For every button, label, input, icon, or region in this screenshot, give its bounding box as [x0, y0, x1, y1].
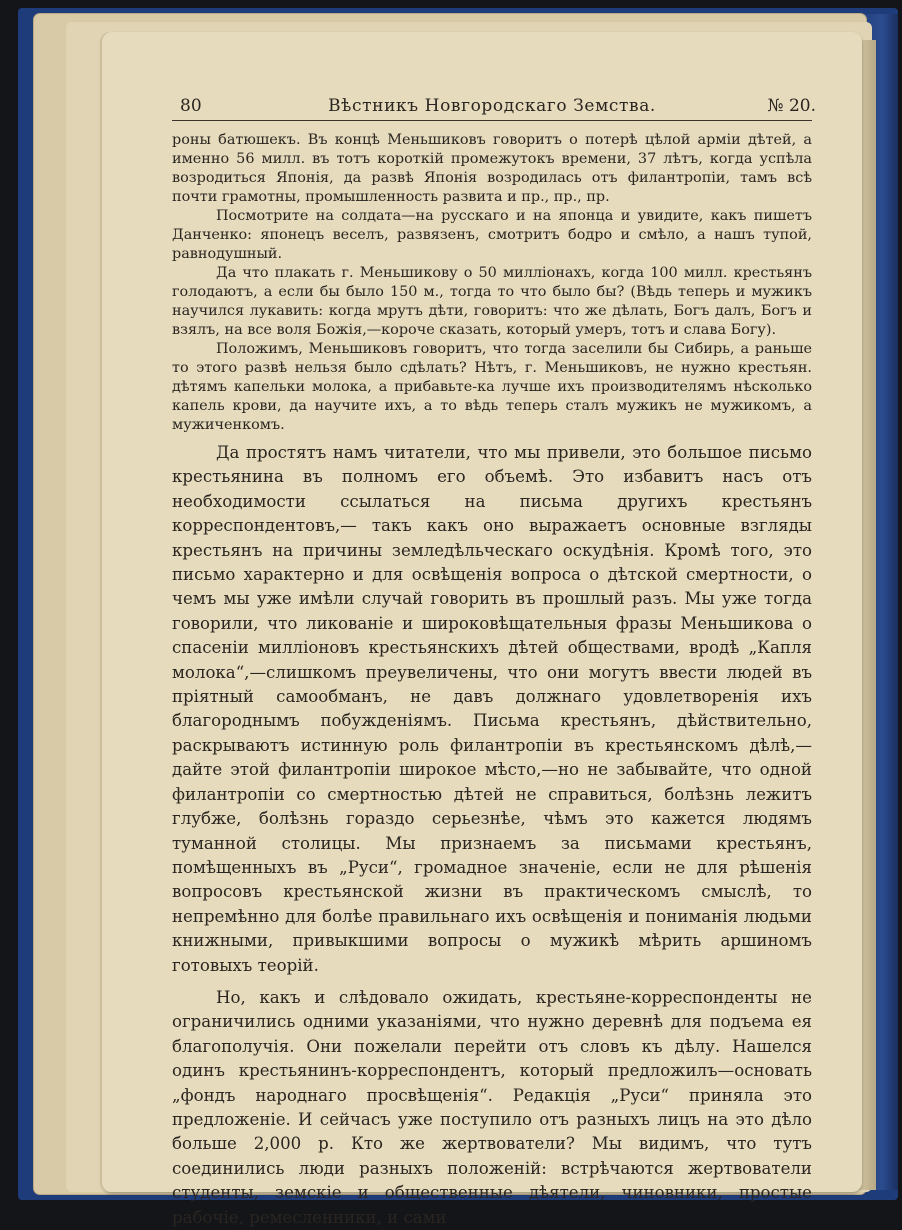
running-header — [172, 90, 816, 121]
main-text — [172, 441, 812, 1230]
quote-paragraph: Посмотрите на солдата—на русскаго и на японца и увидите, какъ пишетъ Данченко: японецъ веселъ, развязенъ, смотритъ бодро и смѣло, а нашъ тупой, равнодушный. — [172, 208, 812, 262]
quote-paragraph: Положимъ, Меньшиковъ говоритъ, что тогда заселили бы Сибирь, а раньше то этого развѣ нельзя было сдѣлать? Нѣтъ, г. Меньшиковъ, не нужно крестьян. дѣтямъ капельки молока, а прибавьте-ка лучше ихъ производителямъ нѣсколько капель крови, да научите ихъ, а то вѣдь теперь сталъ мужикъ не мужикомъ, а мужиченкомъ. — [172, 341, 812, 433]
body-paragraph: Но, какъ и слѣдовало ожидать, крестьяне-корреспонденты не ограничились одними указаніями, что нужно деревнѣ для подъема ея благополучія. Они пожелали перейти отъ словъ къ дѣлу. Нашелся одинъ крестьянинъ-корреспондентъ, который предложилъ—основать „фондъ народнаго просвѣщенія“. Редакція „Руси“ приняла это предложеніе. И сейчасъ уже поступило отъ разныхъ лицъ на это дѣло больше 2,000 р. Кто же жертвователи? Мы видимъ, что тутъ соединились люди разныхъ положеній: встрѣчаются жертвователи студенты, земскіе и общественные дѣятели, чиновники, простые рабочіе, ремесленники, и сами — [172, 987, 812, 1227]
quoted-letter — [172, 131, 812, 435]
quote-paragraph: роны батюшекъ. Въ концѣ Меньшиковъ говоритъ о потерѣ цѣлой арміи дѣтей, а именно 56 милл. въ тотъ короткій промежутокъ времени, 37 лѣтъ, когда успѣла возродиться Японія, да развѣ Японія возродилась отъ филантропіи, тамъ всѣ почти грамотны, промышленность развита и пр., пр., пр. — [172, 132, 812, 205]
journal-title: Вѣстникъ Новгородскаго Земства. — [328, 96, 656, 116]
quote-paragraph: Да что плакать г. Меньшикову о 50 милліонахъ, когда 100 милл. крестьянъ голодаютъ, а если бы было 150 м., тогда то что было бы? (Вѣдь теперь и мужикъ научился лукавить: когда мрутъ дѣти, говоритъ: что же дѣлать, Богъ далъ, Богъ и взялъ, на все воля Божія,—короче сказать, который умеръ, тотъ и слава Богу). — [172, 265, 812, 338]
issue-number: № 20. — [767, 96, 816, 116]
body-paragraph: Да простятъ намъ читатели, что мы привели, это большое письмо крестьянина въ полномъ его объемѣ. Это избавитъ насъ отъ необходимости ссылаться на письма другихъ крестьянъ корреспондентовъ,— такъ какъ оно выражаетъ основные взгляды крестьянъ на причины земледѣльческаго оскудѣнія. Кромѣ того, это письмо характерно и для освѣщенія вопроса о дѣтской смертности, о чемъ мы уже имѣли случай говорить въ прошлый разъ. Мы уже тогда говорили, что ликованіе и широковѣщательныя фразы Меньшикова о спасеніи милліоновъ крестьянскихъ дѣтей обществами, вродѣ „Капля молока“,—слишкомъ преувеличены, что они могутъ ввести людей въ пріятный самообманъ, не давъ должнаго удовлетворенія ихъ благороднымъ побужденіямъ. Письма крестьянъ, дѣйствительно, раскрываютъ истинную роль филантропіи въ крестьянскомъ дѣлѣ,—дайте этой филантропіи широкое мѣсто,—но не забывайте, что одной филантропіи со смертностью дѣтей не справиться, болѣзнь лежитъ глубже, болѣзнь гораздо серьезнѣе, чѣмъ это кажется людямъ туманной столицы. Мы признаемъ за письмами крестьянъ, помѣщенныхъ въ „Руси“, громадное значеніе, если не для рѣшенія вопросовъ крестьянской жизни въ практическомъ смыслѣ, то непремѣнно для болѣе правильнаго ихъ освѣщенія и пониманія людьми книжными, привыкшими вопросы о мужикѣ мѣрить аршиномъ готовыхъ теорій. — [172, 443, 812, 975]
page-content — [172, 90, 816, 1230]
page-number: 80 — [180, 96, 202, 116]
